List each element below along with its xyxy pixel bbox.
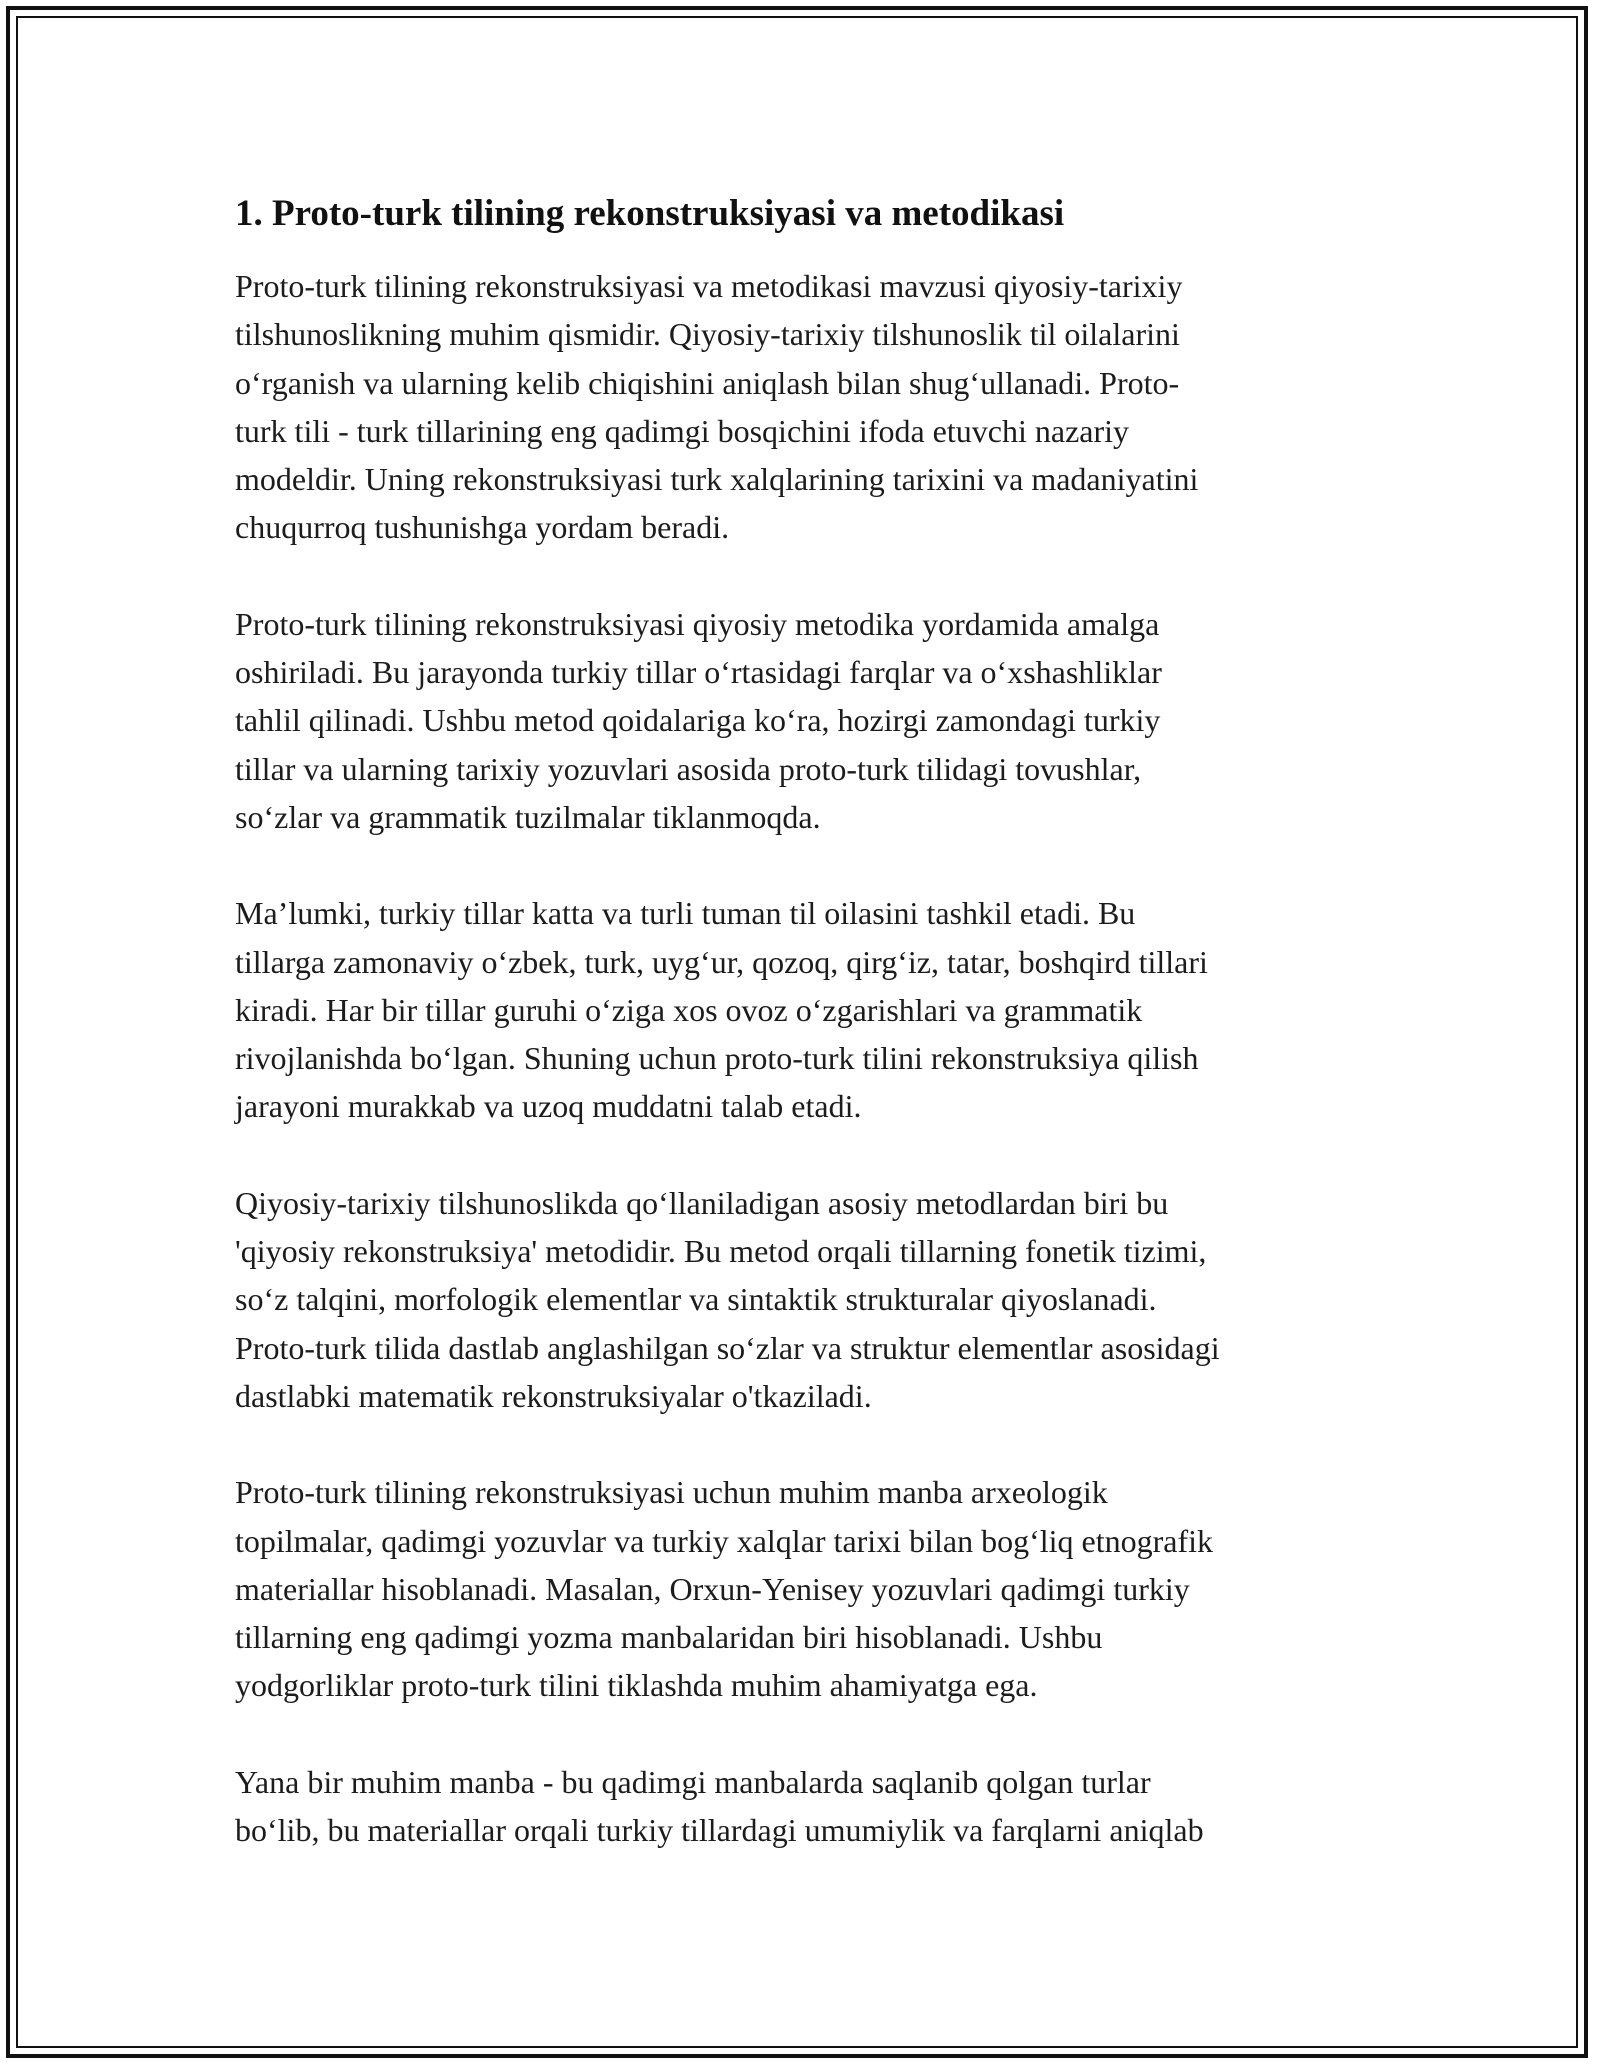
document-body: [235, 188, 1375, 1902]
text-line: 'qiyosiy rekonstruksiya' metodidir. Bu metod orqali tillarning fonetik tizimi,: [235, 1233, 1207, 1270]
text-line: tahlil qilinadi. Ushbu metod qoidalariga ko‘ra, hozirgi zamondagi turkiy: [235, 702, 1161, 739]
section-heading: 1. Proto-turk tilining rekonstruksiyasi va metodikasi: [235, 193, 1065, 234]
text-line: jarayoni murakkab va uzoq muddatni talab etadi.: [235, 1088, 862, 1125]
text-line: kiradi. Har bir tillar guruhi o‘ziga xos ovoz o‘zgarishlari va grammatik: [235, 991, 1143, 1028]
paragraph-6: [235, 1758, 1375, 1855]
text-line: Proto-turk tilida dastlab anglashilgan so‘zlar va struktur elementlar asosidagi: [235, 1329, 1220, 1366]
text-line: tilshunoslikning muhim qismidir. Qiyosiy-tarixiy tilshunoslik til oilalarini: [235, 316, 1180, 353]
text-line: Ma’lumki, turkiy tillar katta va turli tuman til oilasini tashkil etadi. Bu: [235, 895, 1136, 932]
text-line: topilmalar, qadimgi yozuvlar va turkiy xalqlar tarixi bilan bog‘liq etnografik: [235, 1522, 1213, 1559]
text-line: Proto-turk tilining rekonstruksiyasi va metodikasi mavzusi qiyosiy-tarixiy: [235, 268, 1183, 304]
paragraph-5: [235, 1468, 1375, 1709]
paragraph-4: [235, 1179, 1375, 1420]
text-line: tillarning eng qadimgi yozma manbalaridan biri hisoblanadi. Ushbu: [235, 1619, 1103, 1656]
paragraph-3: [235, 889, 1375, 1130]
text-line: Qiyosiy-tarixiy tilshunoslikda qo‘llaniladigan asosiy metodlardan biri bu: [235, 1184, 1169, 1221]
text-line: Yana bir muhim manba - bu qadimgi manbalarda saqlanib qolgan turlar: [235, 1763, 1151, 1800]
text-line: yodgorliklar proto-turk tilini tiklashda muhim ahamiyatga ega.: [235, 1667, 1038, 1704]
text-line: dastlabki matematik rekonstruksiyalar o'tkaziladi.: [235, 1377, 872, 1414]
text-line: tillar va ularning tarixiy yozuvlari asosida proto-turk tilidagi tovushlar,: [235, 750, 1142, 787]
text-line: Proto-turk tilining rekonstruksiyasi qiyosiy metodika yordamida amalga: [235, 605, 1160, 642]
text-line: rivojlanishda bo‘lgan. Shuning uchun proto-turk tilini rekonstruksiya qilish: [235, 1040, 1199, 1077]
text-line: Proto-turk tilining rekonstruksiyasi uchun muhim manba arxeologik: [235, 1474, 1108, 1511]
text-line: modeldir. Uning rekonstruksiyasi turk xalqlarining tarixini va madaniyatini: [235, 461, 1199, 498]
text-line: o‘rganish va ularning kelib chiqishini aniqlash bilan shug‘ullanadi. Proto-: [235, 364, 1180, 401]
paragraph-1: [235, 262, 1375, 552]
paragraph-2: [235, 600, 1375, 841]
text-line: bo‘lib, bu materiallar orqali turkiy tillardagi umumiylik va farqlarni aniqlab: [235, 1812, 1204, 1849]
text-line: materiallar hisoblanadi. Masalan, Orxun-Yenisey yozuvlari qadimgi turkiy: [235, 1570, 1190, 1607]
text-line: oshiriladi. Bu jarayonda turkiy tillar o‘rtasidagi farqlar va o‘xshashliklar: [235, 654, 1162, 691]
text-line: tillarga zamonaviy o‘zbek, turk, uyg‘ur, qozoq, qirg‘iz, tatar, boshqird tillari: [235, 943, 1208, 980]
text-line: so‘zlar va grammatik tuzilmalar tiklanmoqda.: [235, 798, 821, 835]
text-line: so‘z talqini, morfologik elementlar va sintaktik strukturalar qiyoslanadi.: [235, 1281, 1157, 1318]
text-line: turk tili - turk tillarining eng qadimgi bosqichini ifoda etuvchi nazariy: [235, 412, 1130, 449]
text-line: chuqurroq tushunishga yordam beradi.: [235, 509, 730, 546]
